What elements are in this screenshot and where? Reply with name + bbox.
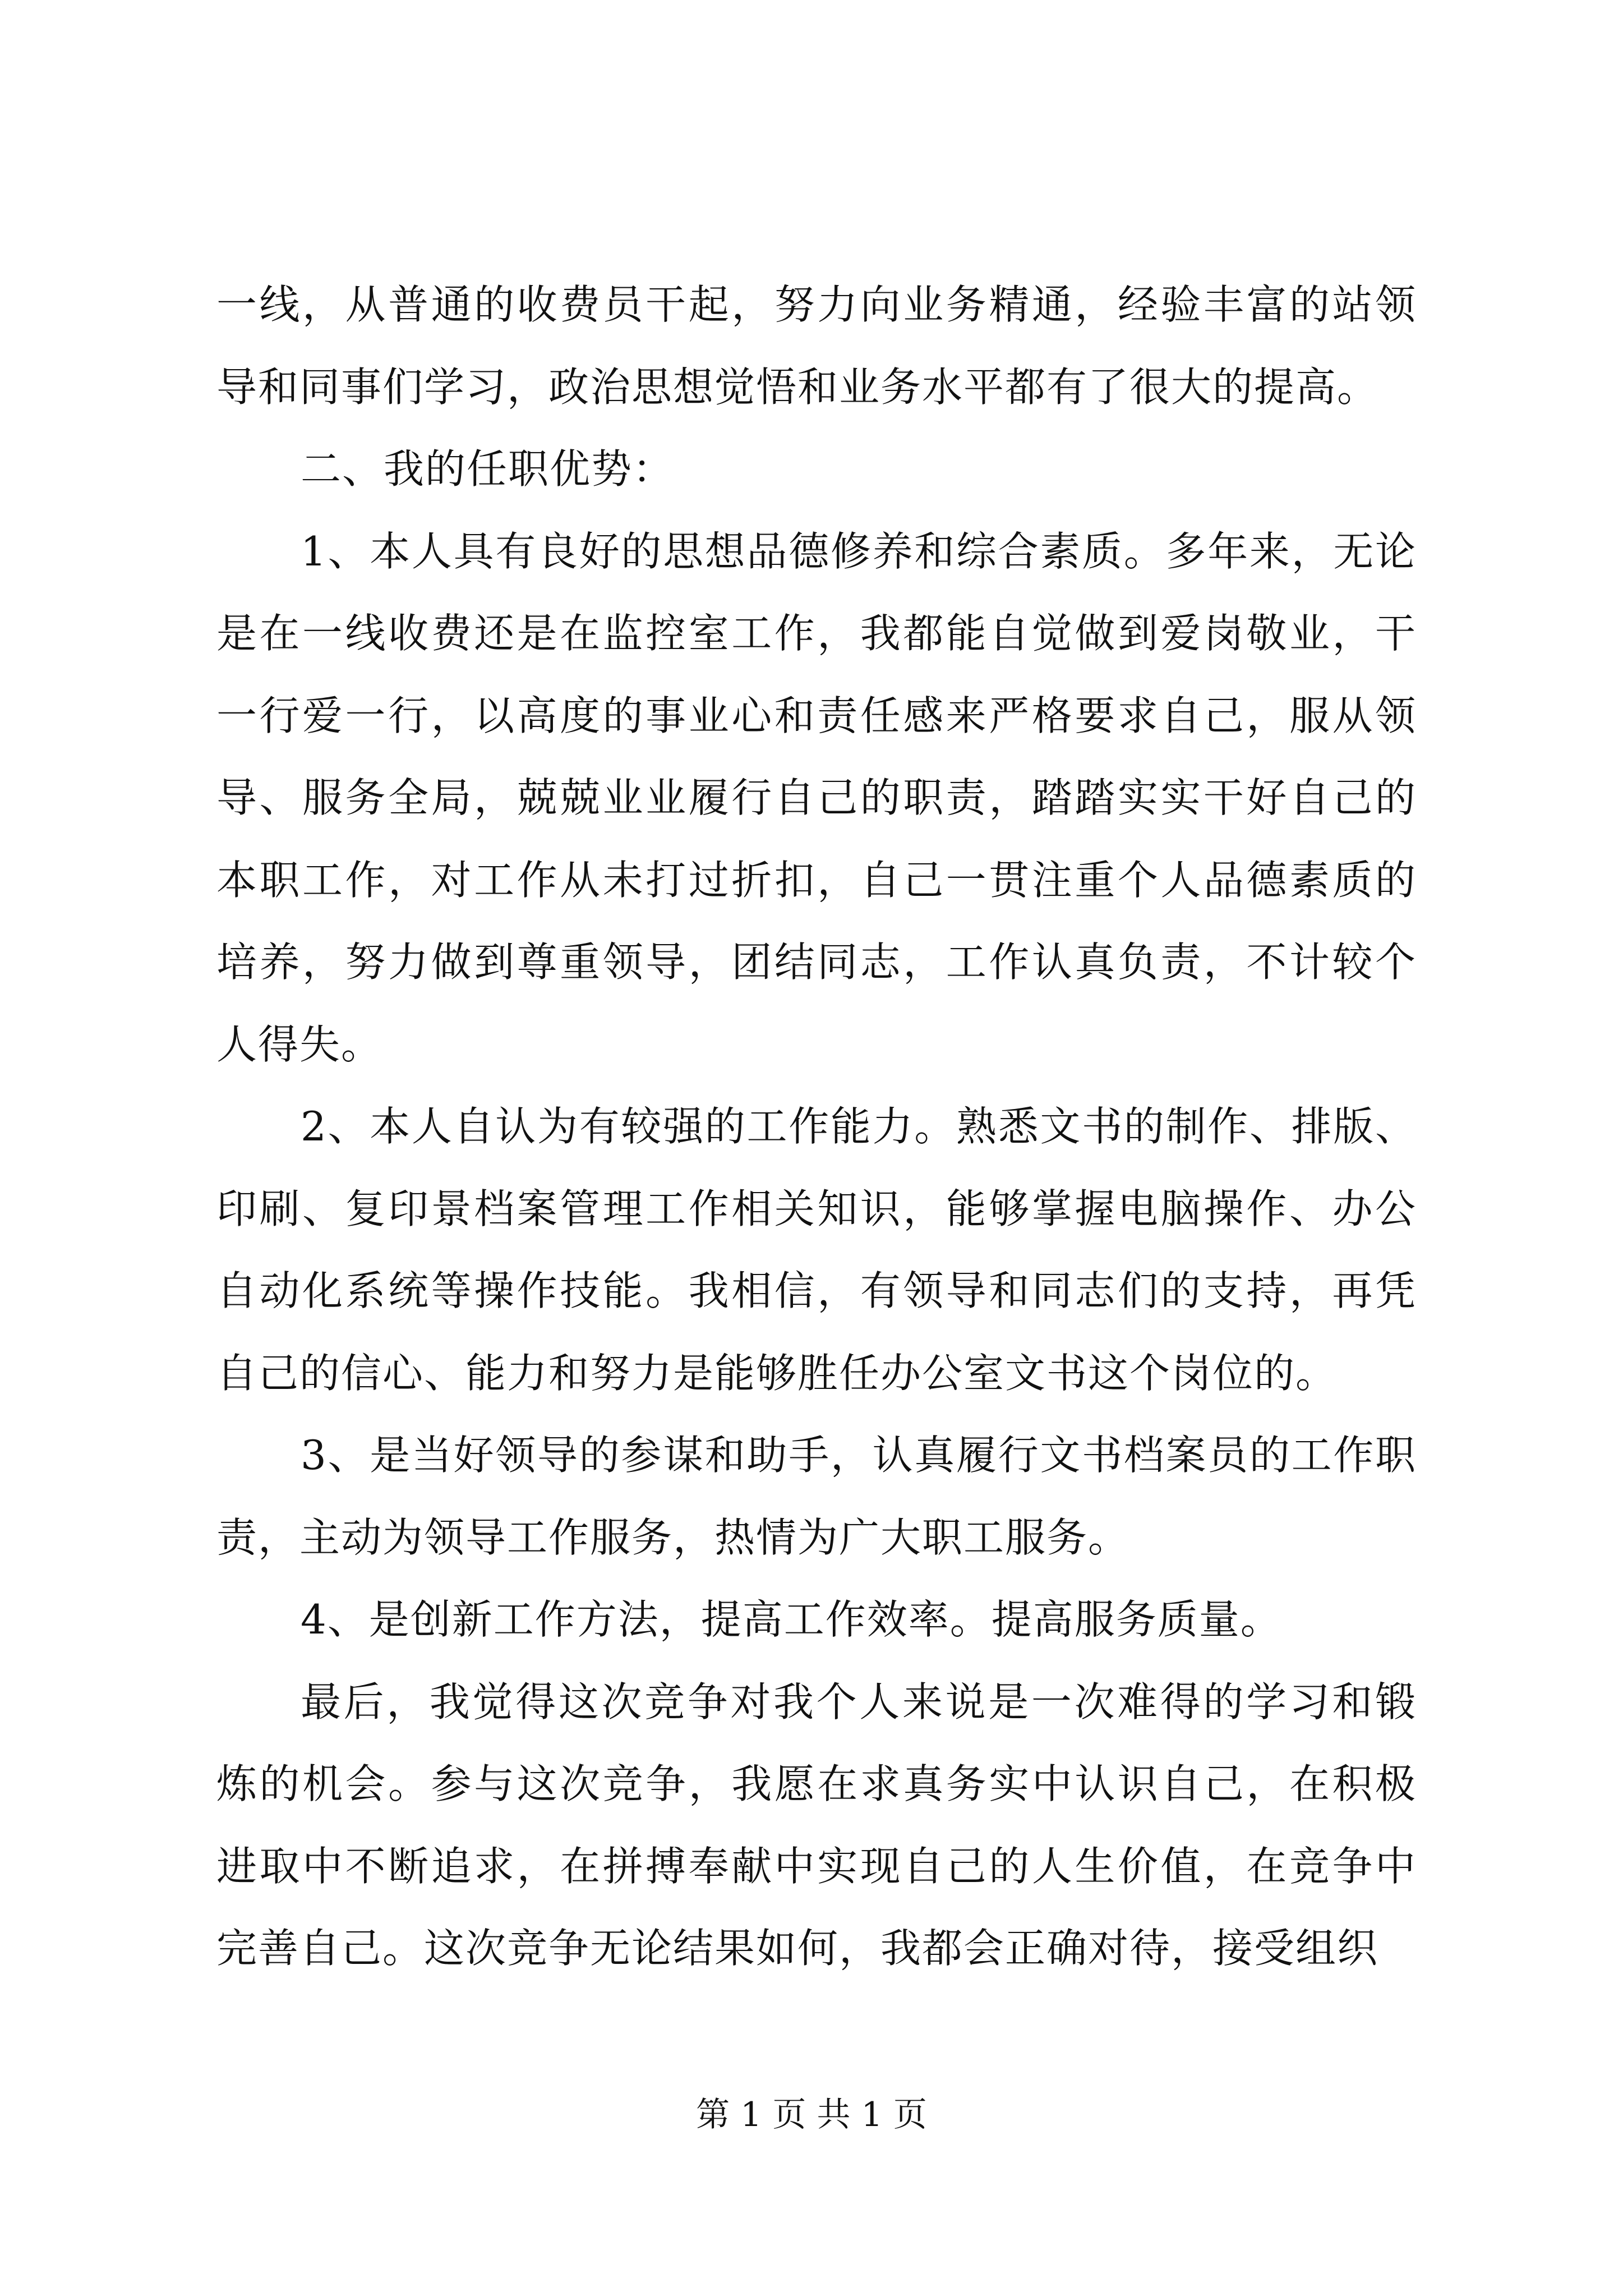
paragraph-item-4: 4、是创新工作方法，提高工作效率。提高服务质量。 — [301, 1596, 1282, 1643]
paragraph-conclusion: 最后，我觉得这次竞争对我个人来说是一次难得的学习和锻炼的机会。参与这次竞争，我愿在求真务实中认识自己，在积极进取中不断追求，在拼搏奉献中实现自己的人生价值，在竞争中完善自己。这次竞争无论结果如何，我都会正确对待，接受组织 — [216, 1678, 1417, 1972]
paragraph-item-2: 2、本人自认为有较强的工作能力。熟悉文书的制作、排版、印刷、复印景档案管理工作相关知识，能够掌握电脑操作、办公自动化系统等操作技能。我相信，有领导和同志们的支持，再凭自己的信心、能力和努力是能够胜任办公室文书这个岗位的。 — [216, 1103, 1417, 1397]
paragraph-item-1: 1、本人具有良好的思想品德修养和综合素质。多年来，无论是在一线收费还是在监控室工作，我都能自觉做到爱岗敬业，干一行爱一行，以高度的事业心和责任感来严格要求自己，服从领导、服务全局，兢兢业业履行自己的职责，踏踏实实干好自己的本职工作，对工作从未打过折扣，自己一贯注重个人品德素质的培养，努力做到尊重领导，团结同志，工作认真负责，不计较个人得失。 — [216, 527, 1417, 1068]
paragraph-item-3: 3、是当好领导的参谋和助手，认真履行文书档案员的工作职责，主动为领导工作服务，热情为广大职工服务。 — [216, 1432, 1417, 1561]
page-number-footer: 第 1 页 共 1 页 — [696, 2095, 927, 2134]
document-body — [216, 264, 1417, 1990]
paragraph-continuation: 一线，从普通的收费员干起，努力向业务精通，经验丰富的站领导和同事们学习，政治思想觉悟和业务水平都有了很大的提高。 — [216, 281, 1417, 411]
section-heading: 二、我的任职优势： — [301, 445, 675, 493]
